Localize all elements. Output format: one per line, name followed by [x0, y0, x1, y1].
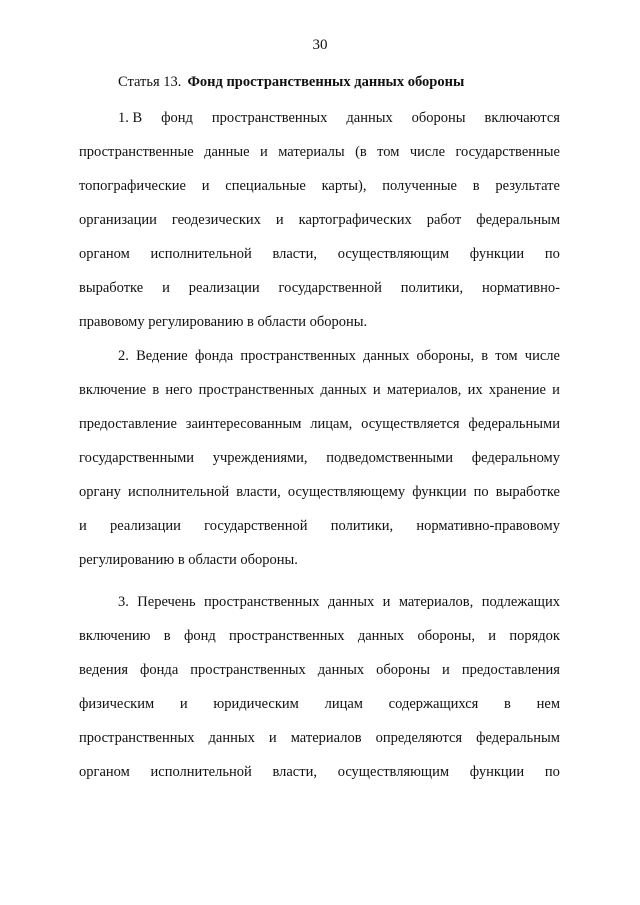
word: и [275, 212, 284, 228]
text-line [79, 271, 560, 305]
text-line [79, 169, 560, 203]
page-number: 30 [312, 37, 328, 53]
word: в [152, 382, 160, 398]
word: пространственных [240, 348, 356, 364]
word: данных [357, 628, 405, 644]
word: в [247, 314, 254, 330]
word: данных [363, 348, 410, 364]
word: юридическим [213, 696, 299, 712]
word: материалы [278, 144, 345, 160]
text-line [79, 755, 560, 789]
word: результате [495, 178, 560, 194]
word: выработке [79, 280, 144, 296]
text-line [79, 509, 560, 543]
word: и [260, 144, 268, 160]
word: фонд [161, 110, 193, 126]
word: пространственных [204, 594, 320, 610]
word: государственные [455, 144, 560, 160]
word: 1. В [118, 110, 143, 126]
word: федеральному [471, 450, 560, 466]
word: исполнительной [128, 484, 230, 500]
text-line [79, 203, 560, 237]
text-line [79, 441, 560, 475]
word: Ведение [136, 348, 188, 364]
word: физическим [79, 696, 155, 712]
word: подлежащих [481, 594, 560, 610]
word: обороны. [240, 552, 298, 568]
word: обороны. [309, 314, 368, 330]
word: политики, [400, 280, 464, 296]
paragraph-3 [79, 585, 560, 789]
word: области [257, 314, 306, 330]
word: осуществляется [361, 416, 460, 432]
word: лицам, [310, 416, 353, 432]
word: фонда [194, 348, 234, 364]
word: и [488, 628, 497, 644]
word: исполнительной [150, 764, 252, 780]
word: включению [79, 628, 151, 644]
word: лицам [324, 696, 363, 712]
word: власти, [272, 764, 317, 780]
word: обороны, [417, 628, 475, 644]
word: предоставление [79, 416, 177, 432]
paragraph-1 [79, 101, 560, 339]
word: государственными [79, 450, 195, 466]
word: данных [317, 662, 365, 678]
text-line [79, 475, 560, 509]
word: политики, [330, 518, 394, 534]
word: полученные [382, 178, 457, 194]
word: в [163, 628, 171, 644]
word: Перечень [137, 594, 196, 610]
word: том [495, 348, 518, 364]
word: в [177, 552, 185, 568]
word: функции [412, 484, 467, 500]
word: федеральным [476, 730, 560, 746]
word: пространственные [79, 144, 194, 160]
word: реализации [188, 280, 260, 296]
word: функции [469, 246, 525, 262]
word: нем [536, 696, 560, 712]
word: пространственных [211, 110, 328, 126]
word: (в [355, 144, 367, 160]
word: по [473, 484, 489, 500]
word: и [372, 382, 381, 398]
word: пространственных [198, 382, 315, 398]
word: и [179, 696, 188, 712]
text-line [79, 543, 560, 577]
article-label: Статья 13. [118, 74, 182, 90]
word: данных [208, 730, 255, 746]
word: фонда [140, 662, 179, 678]
word: правовому [79, 314, 145, 330]
word: числе [524, 348, 560, 364]
word: выработке [495, 484, 560, 500]
word: данные [204, 144, 250, 160]
word: органом [79, 764, 130, 780]
word: обороны [376, 662, 431, 678]
text-line [79, 373, 560, 407]
word: нормативно-правовому [416, 518, 560, 534]
text-line [79, 585, 560, 619]
word: хранение [488, 382, 546, 398]
text-line [79, 407, 560, 441]
word: порядок [509, 628, 560, 644]
text-line [79, 135, 560, 169]
word: него [165, 382, 193, 398]
word: исполнительной [150, 246, 252, 262]
word: по [544, 764, 560, 780]
text-line [79, 305, 560, 339]
text-line [79, 237, 560, 271]
word: в [504, 696, 511, 712]
word: и [79, 518, 87, 534]
word: включение [79, 382, 147, 398]
word: числе [409, 144, 446, 160]
word: фонд [183, 628, 216, 644]
word: обороны, [416, 348, 475, 364]
word: содержащихся [388, 696, 479, 712]
word: 3. [118, 594, 129, 610]
word: том [377, 144, 400, 160]
word: по [544, 246, 560, 262]
word: государственной [204, 518, 308, 534]
word: данных [320, 382, 367, 398]
word: 2. [118, 348, 129, 364]
word: государственной [278, 280, 382, 296]
word: власти, [236, 484, 281, 500]
word: осуществляющему [287, 484, 406, 500]
word: осуществляющим [337, 764, 450, 780]
text-line [79, 653, 560, 687]
word: регулированию [79, 552, 175, 568]
word: работ [426, 212, 462, 228]
word: специальные [225, 178, 306, 194]
word: и [552, 382, 560, 398]
word: пространственных [229, 628, 345, 644]
word: картографических [298, 212, 412, 228]
word: и [162, 280, 170, 296]
word: топографические [79, 178, 186, 194]
word: материалов, [398, 594, 474, 610]
word: учреждениями, [212, 450, 308, 466]
word: и [201, 178, 210, 194]
word: нормативно- [482, 280, 560, 296]
word: определяются [375, 730, 463, 746]
word: в [481, 348, 489, 364]
text-line [79, 721, 560, 755]
word: области [188, 552, 237, 568]
word: пространственных [190, 662, 306, 678]
word: их [467, 382, 483, 398]
word: власти, [272, 246, 317, 262]
word: обороны [411, 110, 466, 126]
word: в [472, 178, 480, 194]
word: пространственных [79, 730, 195, 746]
word: предоставления [461, 662, 560, 678]
word: органом [79, 246, 130, 262]
word: включаются [484, 110, 560, 126]
word: и [268, 730, 277, 746]
word: материалов [290, 730, 362, 746]
text-line [79, 101, 560, 135]
text-line [79, 687, 560, 721]
word: органу [79, 484, 121, 500]
word: регулированию [148, 314, 244, 330]
text-line [79, 619, 560, 653]
word: организации [79, 212, 157, 228]
word: материалов, [386, 382, 462, 398]
text-line [79, 339, 560, 373]
word: заинтересованным [185, 416, 302, 432]
article-heading [118, 72, 464, 92]
paragraph-2 [79, 339, 560, 577]
word: и [442, 662, 450, 678]
word: карты), [321, 178, 367, 194]
word: данных [327, 594, 375, 610]
word: реализации [110, 518, 181, 534]
word: федеральными [468, 416, 560, 432]
word: данных [346, 110, 393, 126]
word: федеральным [476, 212, 560, 228]
word: функции [469, 764, 525, 780]
word: подведомственными [326, 450, 453, 466]
word: осуществляющим [337, 246, 450, 262]
article-title: Фонд пространственных данных обороны [187, 74, 465, 90]
word: и [382, 594, 391, 610]
word: геодезических [171, 212, 261, 228]
word: ведения [79, 662, 129, 678]
